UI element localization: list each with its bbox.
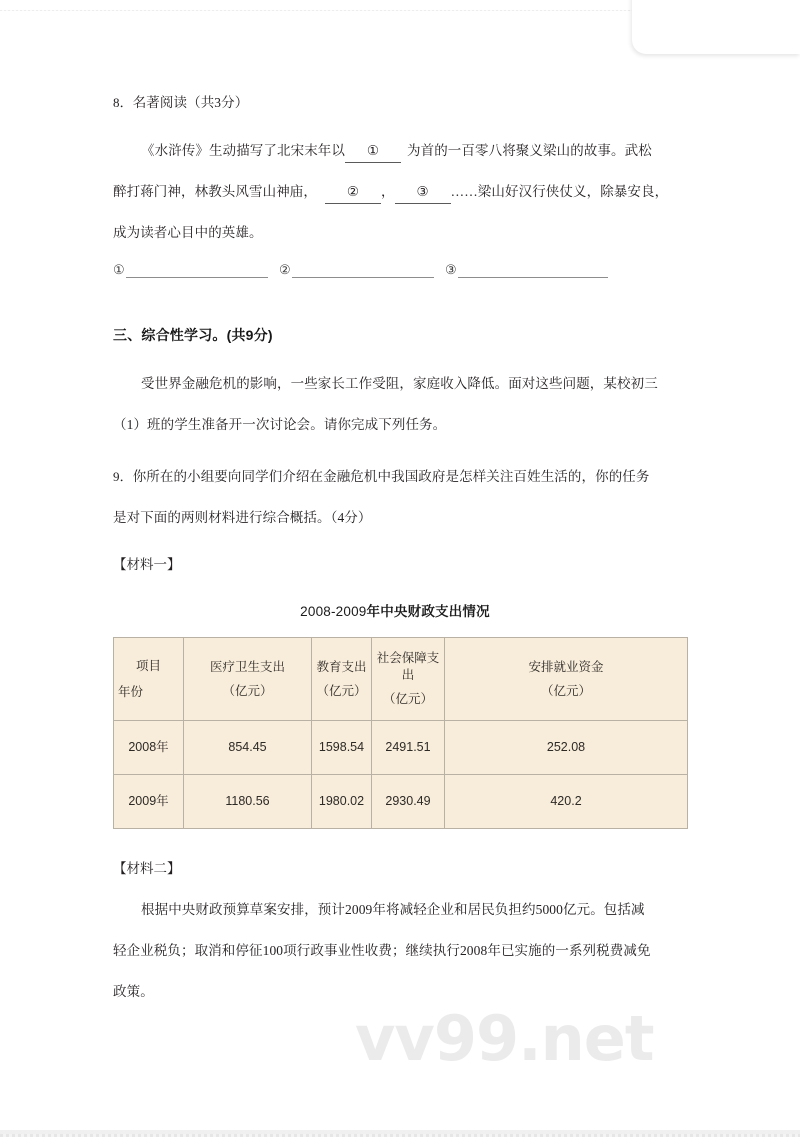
answer-blank-1[interactable] xyxy=(113,262,268,278)
q8-line2-text-a: 醉打蒋门神，林教头风雪山神庙， xyxy=(113,184,317,199)
answer-blank-2-rule xyxy=(292,265,434,278)
table-row xyxy=(114,775,688,829)
q8-line1-text-a: 《水浒传》生动描写了北宋末年以 xyxy=(141,143,345,158)
question-8-title xyxy=(113,93,248,114)
answer-blank-3-rule xyxy=(458,265,608,278)
table-row-0-cell-1: 1598.54 xyxy=(312,721,372,775)
table-row-1-cell-2: 2930.49 xyxy=(372,775,445,829)
q8-line1-text-b: 为首的一百零八将聚义梁山的故事。武松 xyxy=(407,143,652,158)
table-header-col-4-unit: （亿元） xyxy=(540,683,591,698)
table-row-1-year: 2009年 xyxy=(114,775,184,829)
answer-blank-2[interactable] xyxy=(279,262,434,278)
table-row-0-cell-0: 854.45 xyxy=(184,721,312,775)
corner-header-top: 项目 xyxy=(135,658,161,673)
question-9-line-1 xyxy=(113,467,650,488)
table-title-years: 2008-2009 xyxy=(300,604,367,619)
site-watermark: vv99.net xyxy=(355,1002,654,1075)
floating-corner-panel xyxy=(632,0,800,54)
question-8-number: 8． xyxy=(113,95,133,110)
question-9-line-1-text: 你所在的小组要向同学们介绍在金融危机中我国政府是怎样关注百姓生活的，你的任务 xyxy=(132,469,650,484)
table-header-col-4-name: 安排就业资金 xyxy=(528,659,604,674)
table-row xyxy=(114,721,688,775)
q8-blank-1: ① xyxy=(345,141,401,163)
table-header-col-2-name: 教育支出 xyxy=(316,659,367,674)
table-header-col-1-unit: （亿元） xyxy=(222,683,273,698)
table-title-cjk: 年中央财政支出情况 xyxy=(366,604,490,619)
table-header-col-2 xyxy=(312,638,372,721)
table-row-0-cell-3: 252.08 xyxy=(445,721,688,775)
section-3-intro-line-1 xyxy=(113,374,658,395)
section-3-intro-line-2: （1）班的学生准备开一次讨论会。请你完成下列任务。 xyxy=(113,417,447,432)
section-3-intro-line-1-text: 受世界金融危机的影响，一些家长工作受阻，家庭收入降低。面对这些问题，某校初三 xyxy=(141,376,658,391)
q8-line2-separator: ， xyxy=(381,184,395,199)
question-9-line-2: 是对下面的两则材料进行综合概括。（4分） xyxy=(113,510,372,525)
answer-blank-2-marker: ② xyxy=(279,262,291,277)
material-2-line-2: 轻企业税负；取消和停征100项行政事业性收费；继续执行2008年已实施的一系列税费减免 xyxy=(113,943,651,958)
answer-blank-1-rule xyxy=(126,265,268,278)
material-2-label: 【材料二】 xyxy=(113,861,181,876)
corner-header-bottom: 年份 xyxy=(118,684,144,699)
table-row-1-cell-0: 1180.56 xyxy=(184,775,312,829)
question-8-line-2 xyxy=(113,182,668,204)
table-row-1-cell-3: 420.2 xyxy=(445,775,688,829)
question-8-line-1 xyxy=(113,141,652,163)
central-finance-expenditure-table xyxy=(113,637,688,829)
answer-blank-row xyxy=(113,262,633,284)
material-2-line-1 xyxy=(113,900,645,921)
q8-blank-3: ③ xyxy=(395,182,451,204)
table-header-col-4 xyxy=(445,638,688,721)
table-header-col-2-unit: （亿元） xyxy=(316,683,367,698)
table-header-col-3 xyxy=(372,638,445,721)
q8-blank-2: ② xyxy=(325,182,381,204)
table-header-col-3-unit: （亿元） xyxy=(382,691,433,706)
table-header-corner xyxy=(114,638,184,721)
table-row-0-cell-2: 2491.51 xyxy=(372,721,445,775)
section-3-heading: 三、综合性学习。(共9分) xyxy=(113,327,273,343)
q8-line2-text-b: ……梁山好汉行侠仗义，除暴安良， xyxy=(450,184,669,199)
answer-blank-3-marker: ③ xyxy=(445,262,457,277)
table-header-col-1 xyxy=(184,638,312,721)
answer-blank-3[interactable] xyxy=(445,262,608,278)
table-title xyxy=(0,600,790,620)
table-header-col-1-name: 医疗卫生支出 xyxy=(209,659,285,674)
question-8-line-3: 成为读者心目中的英雄。 xyxy=(113,225,263,240)
material-1-label: 【材料一】 xyxy=(113,557,181,572)
table-row-0-year: 2008年 xyxy=(114,721,184,775)
table-row-1-cell-1: 1980.02 xyxy=(312,775,372,829)
table-header-row xyxy=(114,638,688,721)
table-header-col-3-name: 社会保障支出 xyxy=(376,651,440,683)
material-2-line-1-text: 根据中央财政预算草案安排，预计2009年将减轻企业和居民负担约5000亿元。包括减 xyxy=(141,902,645,917)
material-2-line-3: 政策。 xyxy=(113,984,154,999)
answer-blank-1-marker: ① xyxy=(113,262,125,277)
question-9-number: 9． xyxy=(113,469,133,484)
question-8-title-text: 名著阅读（共3分） xyxy=(132,95,249,110)
